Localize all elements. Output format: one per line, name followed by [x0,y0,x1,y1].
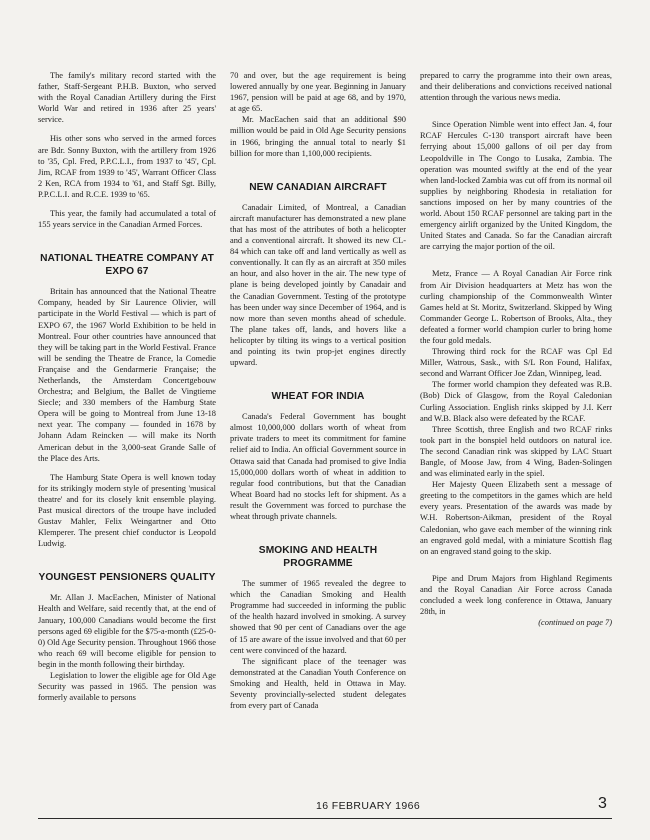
column-right [420,70,612,628]
curling-paragraph-4: Three Scottish, three English and two RCAF rinks took part in the bonspiel held outdoors on natural ice. The second Canadian rink was skipped by LAC Stuart Bangle, of Moose Jaw, from 4 Wing, Baden-Solingen and was eliminated early in the spiel. [420,424,612,479]
headline-smoking: SMOKING AND HEALTH PROGRAMME [258,545,378,570]
pension-continued-paragraph: 70 and over, but the age requirement is being lowered annually by one year. Beginning in January 1967, pension will be paid at age 68, and by 1970, at age 65. [230,71,406,114]
theatre-paragraph-1: Britain has announced that the National Theatre Company, headed by Sir Laurence Olivier, will participate in the World Festival — which is part of EXPO 67, the 1967 World Exhibition to be held in Montreal. Four other countries have announced that they will be taking part in the World Festival. France will be sending the Theatre de France, la Comedie Française and the Gendarmerie Française; the Netherlands, the Amsterdam Concertgebouw Orchestra; and Belgium, the Ballet de Vingtieme Siecle; and 330 members of the Hamburg State Opera will be going to Montreal from June 13-18 next year. The company — founded in 1678 by Johann Adam Reincken — will make its North American debut in the 3,000-seat Grande Salle of the Place des Arts. [38,287,216,463]
continued-note: (continued on page 7) [538,618,612,628]
theatre-paragraph-2: The Hamburg State Opera is well known today for its strikingly modern style of presenting 'musical theatre' and for its closely knit ensemble playing. Past musical directors of the troupe have included Gustav Mahler, Felix Weingartner and Otto Klemperer. The present chief conductor is Leopold Ludwig. [38,472,216,549]
issue-date: 16 FEBRUARY 1966 [316,800,421,812]
pension-paragraph-2: Mr. MacEachen said that an additional $90 million would be paid in Old Age Security pensions in 1966, bringing the annual total to nearly $1 billion for more than 1,100,000 recipients. [230,115,406,158]
buxton-paragraph-1: The family's military record started with the father, Staff-Sergeant P.H.B. Buxton, who served with the Royal Canadian Artillery during the First World War and retired in 1936 after 25 years' service. [38,71,216,125]
pipe-band-paragraph: Pipe and Drum Majors from Highland Regiments and the Royal Canadian Air Force across Canada concluded a week long conference in Ottawa, January 28th, in [420,573,612,617]
buxton-paragraph-3: This year, the family had accumulated a total of 155 years service in the Canadian Armed Forces. [38,209,216,230]
headline-wheat: WHEAT FOR INDIA [271,391,365,403]
curling-paragraph-5: Her Majesty Queen Elizabeth sent a message of greeting to the competitors in the games which are held every years. Presentation of the awards was made by W.H. Robertson-Aikman, president of the Royal Caledonian, who gave each member of the winning rink an engraved gold medal, with a miniature Scottish flag on an engraved stand going to the skip. [420,480,612,556]
curling-paragraph-2: Throwing third rock for the RCAF was Cpl Ed Miller, Watrous, Sask., with S/L Ron Found, Halifax, second and Warrant Officer Joe Zdan, Winnipeg, lead. [420,347,612,379]
headline-aircraft: NEW CANADIAN AIRCRAFT [249,181,387,193]
footer-rule [38,818,612,819]
smoking-paragraph-1: The summer of 1965 revealed the degree to which the Canadian Smoking and Health Programme had succeeded in informing the public of the health hazard involved in smoking. A survey showed that 90 per cent of Canadians over the age of 15 are aware of the issue involved and that 60 per cent were convinced of the hazard. [230,579,406,655]
headline-pensioners: YOUNGEST PENSIONERS QUALITY [38,572,216,584]
pensioners-paragraph-1: Mr. Allan J. MacEachen, Minister of National Health and Welfare, said recently that, at the end of January, 100,000 Canadians would become the first persons aged 69 eligible for the $75-a-month (£25-0-0) Old Age Security pension. Throughout 1966 those who reach 69 will become eligible for pension to begin in the month following their birthday. [38,593,216,669]
smoking-paragraph-2: The significant place of the teenager was demonstrated at the Canadian Youth Conference on Smoking and Health, held in Ottawa in May. Seventy provincially-selected student delegates from every part of Canada [230,656,406,711]
curling-paragraph-3: The former world champion they defeated was R.B. (Bob) Dick of Glasgow, from the Royal Caledonian Curling Association. English rinks skipped by J.I. Kerr and W.B. Black also were defeated by the RCAF. [420,380,612,423]
curling-paragraph-1: Metz, France — A Royal Canadian Air Force rink from Air Division headquarters at Metz has won the curling championship of the Commonwealth Winter Games held at St. Moritz, Switzerland. Skipped by Wing Commander George L. Robertson of Brooks, Alta., they defeated a former world champion curler to bring home the four gold medals. [420,269,612,345]
buxton-paragraph-2: His other sons who served in the armed forces are Bdr. Sonny Buxton, with the artillery from 1926 to '35, Cpl. Fred, P.P.C.L.I., from 1937 to '45', Cpl. Jim, RCAF from 1939 to '45', Warrant Officer Class 2 Ken, RCA from 1934 to '61, and Staff Sgt. Billy, P.P.C.L.I. and R.C.E. 1939 to '65. [38,134,216,199]
pensioners-paragraph-2: Legislation to lower the eligible age for Old Age Security was passed in 1965. The pension was formerly available to persons [38,671,216,703]
aircraft-paragraph: Canadair Limited, of Montreal, a Canadian aircraft manufacturer has demonstrated a new plane that has most of the attributes of both a helicopter and a conventional aircraft. It showed its new CL-84 which can take off and land vertically as well as conventionally. It can fly as an aircraft at 350 miles an hour, and also hover in the air. The new type of plane is being developed jointly by Canadair and the Canadian Government. Testing of the prototype has been under way since December of 1964, and is now more than seven months ahead of schedule. The plane takes off, lands, and hovers like a helicopter by tilting its wings to a vertical position and pointing its twin prop-jet engines directly upward. [230,202,406,368]
column-middle [230,70,406,711]
wheat-paragraph: Canada's Federal Government has bought almost 10,000,000 dollars worth of wheat from private traders to meet its commitment for famine relief aid to India. An official Government source in Ottawa said that Canada had promised to give India 15,000,000 dollars worth of wheat in addition to regular food contributions, but that the Canadian Wheat Board had no stocks left for shipment. As a result the Government was forced to purchase the wheat through private channels. [230,412,406,521]
column-left [38,70,216,703]
operation-nimble-paragraph: Since Operation Nimble went into effect Jan. 4, four RCAF Hercules C-130 transport aircraft have been ferrying about 15,000 gallons of oil per day from Leopoldville in The Congo to Lusaka, Zambia. The operation was mounted swiftly at the end of the year when land-locked Zambia was cut off from its normal oil supplies by neighboring Rhodesia in retaliation for sanctions imposed on her by many countries of the world. About 150 RCAF personnel are taking part in the emergency airlift organized by the United Kingdom, the United States and Canada. So far the Canadian aircraft are carrying the major portion of the oil. [420,120,612,252]
smoking-continued-paragraph: prepared to carry the programme into their own areas, and their deliberations and convictions received national attention through the various news media. [420,71,612,103]
page-number: 3 [598,795,607,812]
headline-theatre: NATIONAL THEATRE COMPANY AT EXPO 67 [40,253,214,278]
